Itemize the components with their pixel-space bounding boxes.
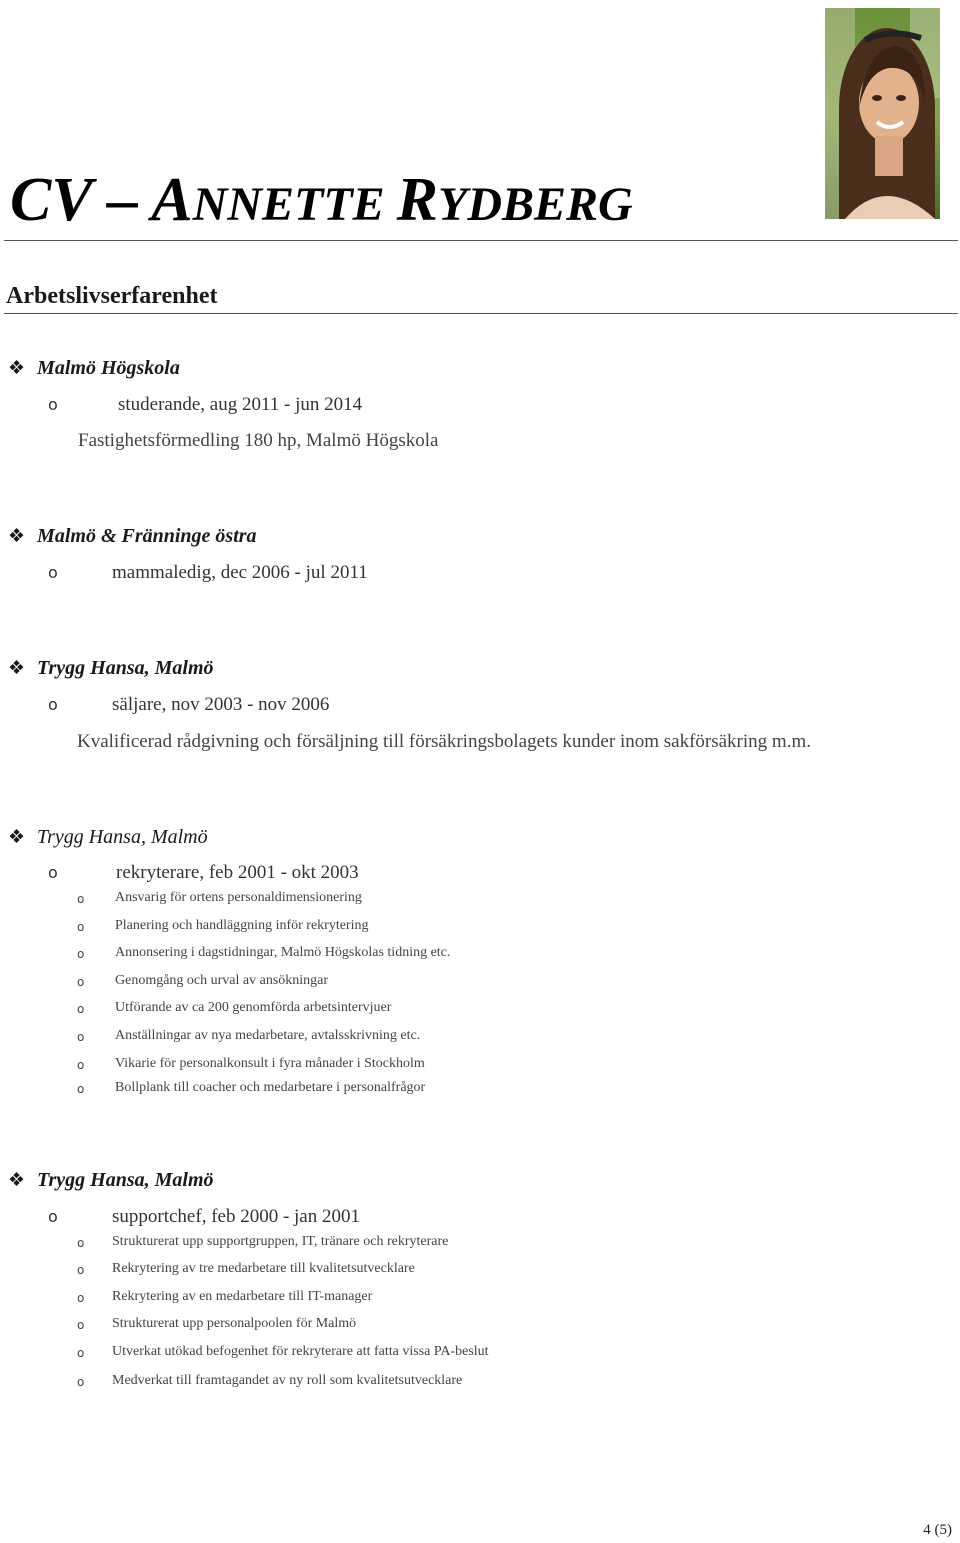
- task-item: o Genomgång och urval av ansökningar: [77, 973, 329, 989]
- circle-bullet-icon: o: [48, 695, 58, 714]
- circle-bullet-icon: o: [77, 1002, 85, 1016]
- task-item: o Strukturerat upp personalpoolen för Malmö: [77, 1316, 357, 1332]
- entry-heading: ❖ Malmö & Fränninge östra: [8, 525, 257, 547]
- entry-heading: ❖ Trygg Hansa, Malmö: [8, 657, 214, 679]
- task-item: o Ansvarig för ortens personaldimensionering: [77, 890, 362, 906]
- entry-heading: ❖ Trygg Hansa, Malmö: [8, 1169, 214, 1191]
- circle-bullet-icon: o: [77, 1030, 85, 1044]
- task-item: o Rekrytering av tre medarbetare till kvalitetsutvecklare: [77, 1261, 415, 1277]
- task-item: o Rekrytering av en medarbetare till IT-manager: [77, 1289, 373, 1305]
- task-item: o Planering och handläggning inför rekrytering: [77, 918, 369, 934]
- entry-description: Kvalificerad rådgivning och försäljning till försäkringsbolagets kunder inom sakförsäkring m.m.: [77, 731, 811, 752]
- task-item: o Annonsering i dagstidningar, Malmö Högskolas tidning etc.: [77, 945, 451, 961]
- section-title: Arbetslivserfarenhet: [6, 283, 218, 309]
- entry-role: o studerande, aug 2011 - jun 2014: [38, 393, 362, 417]
- circle-bullet-icon: o: [77, 1082, 85, 1096]
- circle-bullet-icon: o: [77, 1236, 85, 1250]
- circle-bullet-icon: o: [48, 563, 58, 582]
- cv-title: CV – ANNETTE RYDBERG: [10, 166, 633, 234]
- section-divider: [4, 313, 958, 314]
- task-item: o Medverkat till framtagandet av ny roll som kvalitetsutvecklare: [77, 1373, 463, 1389]
- circle-bullet-icon: o: [77, 947, 85, 961]
- entry-role: o mammaledig, dec 2006 - jul 2011: [38, 561, 368, 585]
- entry-role: o säljare, nov 2003 - nov 2006: [38, 693, 329, 717]
- circle-bullet-icon: o: [48, 863, 58, 882]
- diamond-bullet-icon: ❖: [8, 1170, 26, 1191]
- task-item: o Anställningar av nya medarbetare, avtalsskrivning etc.: [77, 1028, 421, 1044]
- circle-bullet-icon: o: [48, 395, 58, 414]
- diamond-bullet-icon: ❖: [8, 827, 26, 848]
- circle-bullet-icon: o: [77, 1318, 85, 1332]
- circle-bullet-icon: o: [77, 1346, 85, 1360]
- circle-bullet-icon: o: [77, 1291, 85, 1305]
- diamond-bullet-icon: ❖: [8, 358, 26, 379]
- task-item: o Vikarie för personalkonsult i fyra månader i Stockholm: [77, 1056, 425, 1072]
- circle-bullet-icon: o: [48, 1207, 58, 1226]
- diamond-bullet-icon: ❖: [8, 658, 26, 679]
- circle-bullet-icon: o: [77, 1263, 85, 1277]
- entry-heading: ❖ Malmö Högskola: [8, 357, 180, 379]
- circle-bullet-icon: o: [77, 892, 85, 906]
- circle-bullet-icon: o: [77, 1058, 85, 1072]
- task-item: o Strukturerat upp supportgruppen, IT, tränare och rekryterare: [77, 1234, 449, 1250]
- task-item: o Utförande av ca 200 genomförda arbetsintervjuer: [77, 1000, 392, 1016]
- entry-description: Fastighetsförmedling 180 hp, Malmö Högskola: [78, 430, 439, 451]
- circle-bullet-icon: o: [77, 975, 85, 989]
- portrait-photo: [825, 8, 940, 219]
- entry-role: o supportchef, feb 2000 - jan 2001: [38, 1205, 360, 1229]
- task-item: o Utverkat utökad befogenhet för rekryterare att fatta vissa PA-beslut: [77, 1344, 489, 1360]
- title-divider: [4, 240, 958, 241]
- circle-bullet-icon: o: [77, 920, 85, 934]
- entry-role: o rekryterare, feb 2001 - okt 2003: [38, 861, 359, 885]
- entry-heading: ❖ Trygg Hansa, Malmö: [8, 826, 208, 848]
- page-number: 4 (5): [923, 1522, 952, 1538]
- diamond-bullet-icon: ❖: [8, 526, 26, 547]
- task-item: o Bollplank till coacher och medarbetare i personalfrågor: [77, 1080, 426, 1096]
- circle-bullet-icon: o: [77, 1375, 85, 1389]
